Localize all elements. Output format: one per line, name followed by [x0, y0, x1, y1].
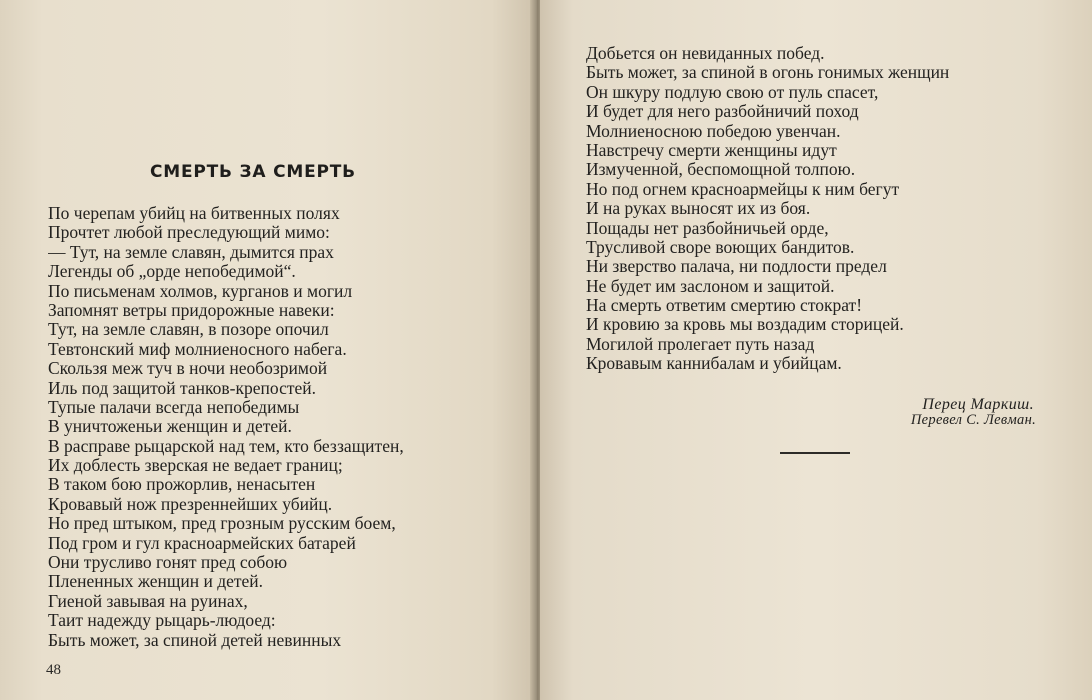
- poem-line: Он шкуру подлую свою от пуль спасет,: [586, 82, 879, 102]
- poem-line: Но под огнем красноармейцы к ним бегут: [586, 179, 900, 199]
- poem-line: По письменам холмов, курганов и могил: [48, 281, 353, 301]
- poem-line: И на руках выносят их из боя.: [586, 199, 811, 219]
- poem-title: СМЕРТЬ ЗА СМЕРТЬ: [150, 162, 356, 182]
- poem-line: Они трусливо гонят пред собою: [48, 553, 288, 573]
- poem-line: Быть может, за спиной детей невинных: [48, 630, 342, 650]
- poem-line: Добьется он невиданных побед.: [586, 44, 825, 63]
- translator-credit: Перевел С. Левман.: [910, 412, 1036, 428]
- poem-line: Быть может, за спиной в огонь гонимых женщин: [586, 63, 950, 83]
- poem-line: Трусливой своре воющих бандитов.: [586, 237, 855, 257]
- poem-line: И будет для него разбойничий поход: [586, 102, 859, 122]
- poem-line: Таит надежду рыцарь-людоед:: [48, 611, 276, 631]
- poem-line: На смерть ответим смертию стократ!: [586, 296, 863, 316]
- poem-line: В таком бою прожорлив, ненасытен: [48, 475, 316, 495]
- poem-line: Легенды об „орде непобедимой“.: [48, 262, 296, 282]
- poem-line: Скользя меж туч в ночи необозримой: [48, 359, 328, 379]
- poem-line: Измученной, беспомощной толпою.: [586, 160, 856, 180]
- poem-line: — Тут, на земле славян, дымится прах: [48, 242, 334, 262]
- poem-line: В расправе рыцарской над тем, кто беззащитен,: [48, 436, 404, 456]
- poem-line: Не будет им заслоном и защитой.: [586, 276, 835, 296]
- poem-line: Навстречу смерти женщины идут: [586, 140, 837, 160]
- poem-line: Под гром и гул красноармейских батарей: [48, 533, 356, 553]
- page-number: 48: [46, 662, 61, 678]
- section-divider: [780, 452, 850, 454]
- poem-line: Пощады нет разбойничьей орде,: [586, 218, 829, 238]
- poem-line: Кровавым каннибалам и убийцам.: [586, 354, 842, 374]
- poem-line: Тевтонский миф молниеносного набега.: [48, 339, 347, 359]
- poem-line: Гиеной завывая на руинах,: [48, 591, 248, 611]
- poem-line: Запомнят ветры придорожные навеки:: [48, 300, 335, 320]
- poem-line: Прочтет любой преследующий мимо:: [48, 223, 330, 243]
- poem-lines-left: [48, 204, 518, 650]
- poem-line: Молниеносною победою увенчан.: [586, 121, 841, 141]
- poem-line: Тут, на земле славян, в позоре опочил: [48, 320, 329, 340]
- poem-line: Их доблесть зверская не ведает границ;: [48, 456, 343, 476]
- poem-lines-right: [586, 44, 1046, 374]
- poem-line: Тупые палачи всегда непобедимы: [48, 397, 300, 417]
- poem-line: Иль под защитой танков-крепостей.: [48, 378, 316, 398]
- poem-line: Кровавый нож презреннейших убийц.: [48, 494, 333, 514]
- right-page: [540, 0, 1092, 700]
- poem-line: Но пред штыком, пред грозным русским боем,: [48, 514, 396, 534]
- poem-line: Ни зверство палача, ни подлости предел: [586, 257, 887, 277]
- poem-line: Могилой пролегает путь назад: [586, 334, 815, 354]
- poem-line: В уничтоженьи женщин и детей.: [48, 417, 292, 437]
- author-signature: Перец Маркиш.: [922, 396, 1034, 413]
- poem-line: По черепам убийц на битвенных полях: [48, 204, 340, 223]
- left-page: [0, 0, 534, 700]
- poem-line: Плененных женщин и детей.: [48, 572, 264, 592]
- poem-line: И кровию за кровь мы воздадим сторицей.: [586, 315, 904, 335]
